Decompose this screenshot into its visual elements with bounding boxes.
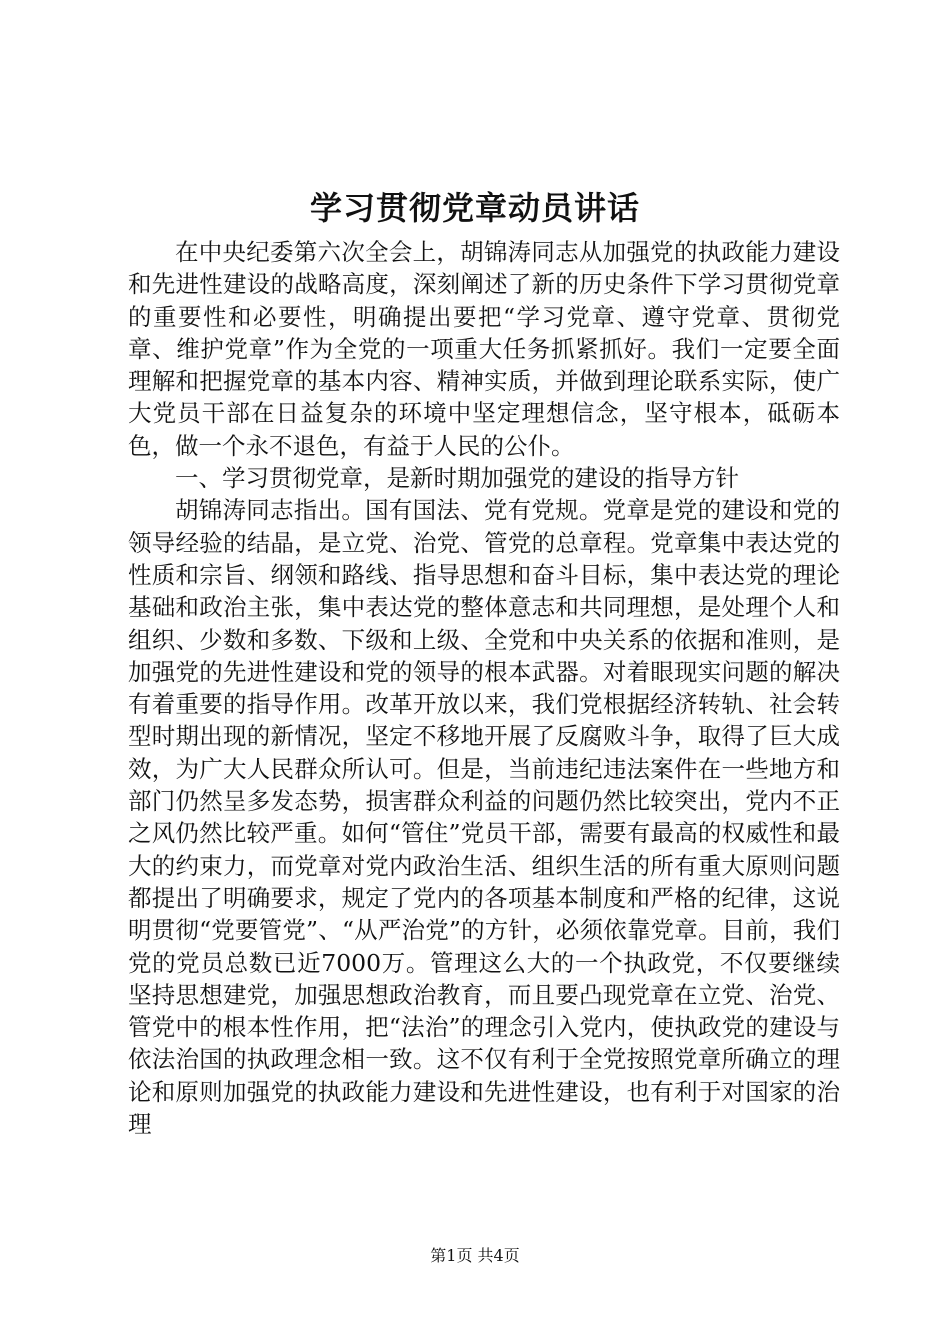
section-heading-1: 一、学习贯彻党章，是新时期加强党的建设的指导方针: [175, 464, 739, 493]
document-body: [128, 236, 840, 1140]
document-title: 学习贯彻党章动员讲话: [309, 189, 640, 227]
paragraph-intro: 在中央纪委第六次全会上，胡锦涛同志从加强党的执政能力建设和先进性建设的战略高度，深刻阐述了新的历史条件下学习贯彻党章的重要性和必要性，明确提出要把“学习党章、遵守党章、贯彻党章、维护党章”作为全党的一项重大任务抓紧抓好。我们一定要全面理解和把握党章的基本内容、精神实质，并做到理论联系实际，使广大党员干部在日益复杂的环境中坚定理想信念，坚守根本，砥砺本色，做一个永不退色，有益于人民的公仆。: [128, 238, 840, 460]
paragraph-section-1: 胡锦涛同志指出。国有国法、党有党规。党章是党的建设和党的领导经验的结晶，是立党、治党、管党的总章程。党章集中表达党的性质和宗旨、纲领和路线、指导思想和奋斗目标，集中表达党的理论基础和政治主张，集中表达党的整体意志和共同理想，是处理个人和组织、少数和多数、下级和上级、全党和中央关系的依据和准则，是加强党的先进性建设和党的领导的根本武器。对着眼现实问题的解决有着重要的指导作用。改革开放以来，我们党根据经济转轨、社会转型时期出现的新情况，坚定不移地开展了反腐败斗争，取得了巨大成效，为广大人民群众所认可。但是，当前违纪违法案件在一些地方和部门仍然呈多发态势，损害群众利益的问题仍然比较突出，党内不正之风仍然比较严重。如何“管住”党员干部，需要有最高的权威性和最大的约束力，而党章对党内政治生活、组织生活的所有重大原则问题都提出了明确要求，规定了党内的各项基本制度和严格的纪律，这说明贯彻“党要管党”、“从严治党”的方针，必须依靠党章。目前，我们党的党员总数已近7000万。管理这么大的一个执政党，不仅要继续坚持思想建党，加强思想政治教育，而且要凸现党章在立党、治党、管党中的根本性作用，把“法治”的理念引入党内，使执政党的建设与依法治国的执政理念相一致。这不仅有利于全党按照党章所确立的理论和原则加强党的执政能力建设和先进性建设，也有利于对国家的治理: [128, 496, 840, 1139]
page-footer: 第1页 共4页: [430, 1246, 520, 1265]
